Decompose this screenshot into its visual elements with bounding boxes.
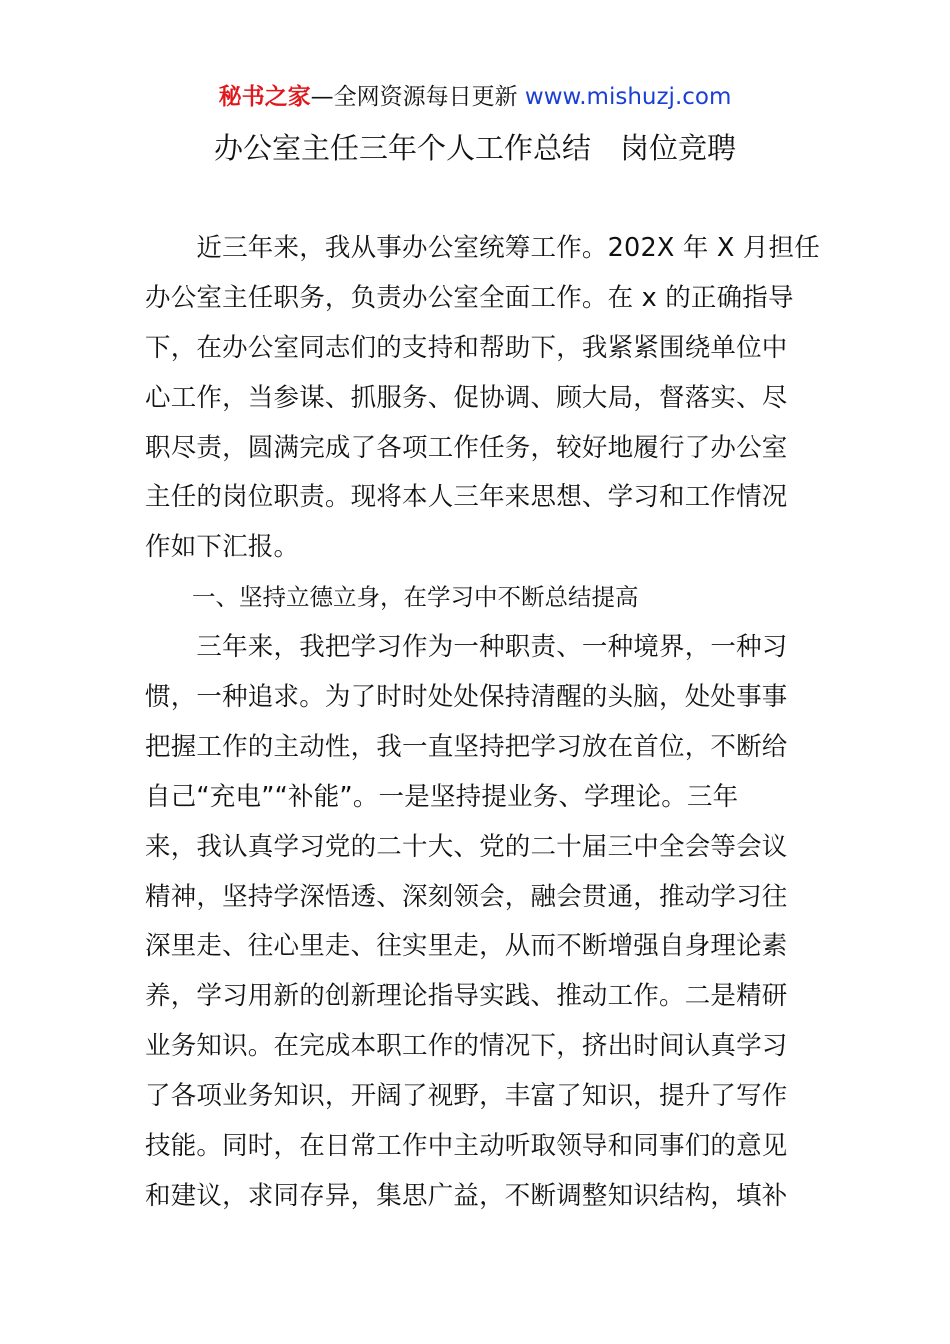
paragraph-line: 和建议，求同存异，集思广益，不断调整知识结构，填补 — [145, 1180, 788, 1211]
paragraph-line: 技能。同时，在日常工作中主动听取领导和同事们的意见 — [145, 1131, 788, 1162]
paragraph-line: 作如下汇报。 — [145, 532, 300, 563]
paragraph-line: 业务知识。在完成本职工作的情况下，挤出时间认真学习 — [145, 1031, 788, 1062]
paragraph-line: 深里走、往心里走、往实里走，从而不断增强自身理论素 — [145, 931, 788, 962]
paragraph-line: 职尽责，圆满完成了各项工作任务，较好地履行了办公室 — [145, 432, 788, 463]
paragraph-line: 自己“充电”“补能”。一是坚持提业务、学理论。三年 — [145, 781, 739, 812]
paragraph-line: 把握工作的主动性，我一直坚持把学习放在首位，不断给 — [145, 731, 788, 762]
paragraph-line: 主任的岗位职责。现将本人三年来思想、学习和工作情况 — [145, 482, 788, 513]
document-title: 办公室主任三年个人工作总结 岗位竞聘 — [213, 131, 736, 165]
paragraph-line: 下，在办公室同志们的支持和帮助下，我紧紧围绕单位中 — [145, 332, 788, 363]
site-brand: 秘书之家 — [218, 84, 311, 110]
paragraph-line: 惯，一种追求。为了时时处处保持清醒的头脑，处处事事 — [145, 682, 788, 713]
paragraph-line: 养，学习用新的创新理论指导实践、推动工作。二是精研 — [145, 981, 788, 1012]
site-url[interactable]: www.mishuzj.com — [524, 84, 732, 110]
paragraph-line: 了各项业务知识，开阔了视野，丰富了知识，提升了写作 — [145, 1081, 788, 1112]
paragraph-line: 办公室主任职务，负责办公室全面工作。在 x 的正确指导 — [145, 282, 794, 313]
paragraph-line: 来，我认真学习党的二十大、党的二十届三中全会等会议 — [145, 831, 788, 862]
site-tagline: —全网资源每日更新 — [310, 84, 525, 110]
section-heading: 一、坚持立德立身，在学习中不断总结提高 — [145, 583, 639, 612]
document-body — [145, 224, 820, 1222]
paragraph-line: 三年来，我把学习作为一种职责、一种境界，一种习 — [145, 632, 788, 663]
paragraph-line: 心工作，当参谋、抓服务、促协调、顾大局，督落实、尽 — [145, 382, 788, 413]
paragraph-line: 近三年来，我从事办公室统筹工作。202X 年 X 月担任 — [145, 233, 820, 263]
site-header — [0, 80, 950, 114]
paragraph-line: 精神，坚持学深悟透、深刻领会，融会贯通，推动学习往 — [145, 881, 788, 912]
